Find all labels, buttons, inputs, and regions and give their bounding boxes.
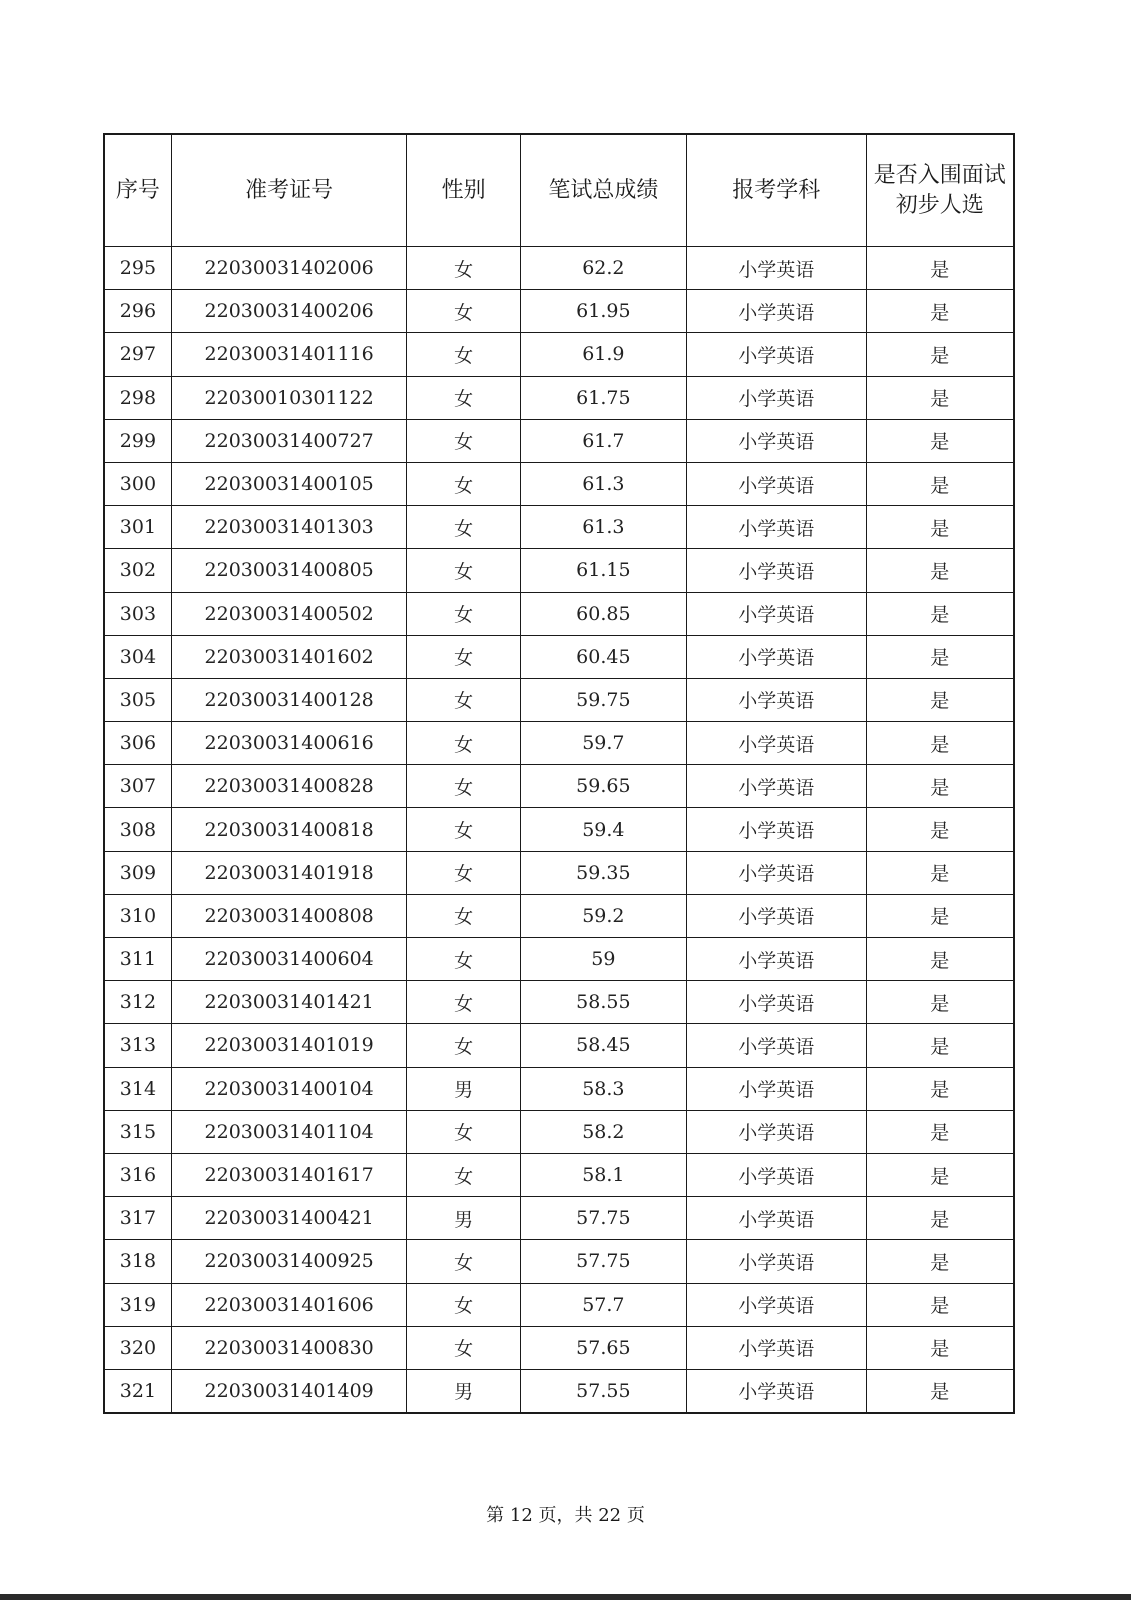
cell-gender: 男 bbox=[407, 1369, 520, 1413]
cell-shortlisted: 是 bbox=[866, 592, 1014, 635]
cell-index: 320 bbox=[104, 1326, 171, 1369]
cell-exam-number: 22030031400502 bbox=[171, 592, 407, 635]
cell-shortlisted: 是 bbox=[866, 981, 1014, 1024]
cell-index: 310 bbox=[104, 894, 171, 937]
cell-index: 300 bbox=[104, 462, 171, 505]
cell-written-score: 60.85 bbox=[520, 592, 686, 635]
cell-written-score: 57.75 bbox=[520, 1197, 686, 1240]
cell-shortlisted: 是 bbox=[866, 506, 1014, 549]
cell-index: 295 bbox=[104, 247, 171, 290]
cell-gender: 女 bbox=[407, 462, 520, 505]
cell-exam-number: 22030031400128 bbox=[171, 678, 407, 721]
cell-exam-number: 22030031401918 bbox=[171, 851, 407, 894]
table-row bbox=[104, 419, 1014, 462]
cell-written-score: 58.3 bbox=[520, 1067, 686, 1110]
cell-exam-number: 22030031401409 bbox=[171, 1369, 407, 1413]
cell-written-score: 61.15 bbox=[520, 549, 686, 592]
cell-exam-number: 22030031400105 bbox=[171, 462, 407, 505]
cell-shortlisted: 是 bbox=[866, 851, 1014, 894]
cell-gender: 女 bbox=[407, 419, 520, 462]
cell-subject: 小学英语 bbox=[687, 1283, 867, 1326]
cell-subject: 小学英语 bbox=[687, 376, 867, 419]
cell-exam-number: 22030031401421 bbox=[171, 981, 407, 1024]
table-row bbox=[104, 678, 1014, 721]
cell-subject: 小学英语 bbox=[687, 722, 867, 765]
cell-shortlisted: 是 bbox=[866, 1369, 1014, 1413]
header-subject: 报考学科 bbox=[687, 134, 867, 247]
cell-shortlisted: 是 bbox=[866, 678, 1014, 721]
table-row bbox=[104, 462, 1014, 505]
cell-written-score: 59.2 bbox=[520, 894, 686, 937]
cell-gender: 女 bbox=[407, 1240, 520, 1283]
cell-gender: 女 bbox=[407, 938, 520, 981]
table-header bbox=[104, 134, 1014, 247]
cell-subject: 小学英语 bbox=[687, 894, 867, 937]
cell-written-score: 59.75 bbox=[520, 678, 686, 721]
cell-written-score: 59.7 bbox=[520, 722, 686, 765]
table-row bbox=[104, 851, 1014, 894]
cell-exam-number: 22030031401602 bbox=[171, 635, 407, 678]
cell-gender: 女 bbox=[407, 722, 520, 765]
cell-exam-number: 22030031400727 bbox=[171, 419, 407, 462]
cell-index: 304 bbox=[104, 635, 171, 678]
header-gender: 性别 bbox=[407, 134, 520, 247]
cell-gender: 女 bbox=[407, 333, 520, 376]
cell-shortlisted: 是 bbox=[866, 549, 1014, 592]
cell-index: 312 bbox=[104, 981, 171, 1024]
cell-exam-number: 22030031400925 bbox=[171, 1240, 407, 1283]
cell-exam-number: 22030031400830 bbox=[171, 1326, 407, 1369]
cell-shortlisted: 是 bbox=[866, 247, 1014, 290]
cell-subject: 小学英语 bbox=[687, 1067, 867, 1110]
cell-subject: 小学英语 bbox=[687, 635, 867, 678]
scan-edge bbox=[0, 1594, 1131, 1600]
cell-gender: 女 bbox=[407, 1024, 520, 1067]
cell-exam-number: 22030031400805 bbox=[171, 549, 407, 592]
cell-exam-number: 22030031400828 bbox=[171, 765, 407, 808]
cell-subject: 小学英语 bbox=[687, 333, 867, 376]
cell-written-score: 61.9 bbox=[520, 333, 686, 376]
cell-exam-number: 22030010301122 bbox=[171, 376, 407, 419]
cell-index: 314 bbox=[104, 1067, 171, 1110]
cell-index: 305 bbox=[104, 678, 171, 721]
cell-subject: 小学英语 bbox=[687, 1153, 867, 1196]
cell-subject: 小学英语 bbox=[687, 1197, 867, 1240]
cell-shortlisted: 是 bbox=[866, 1240, 1014, 1283]
cell-written-score: 59.65 bbox=[520, 765, 686, 808]
cell-subject: 小学英语 bbox=[687, 1110, 867, 1153]
cell-index: 316 bbox=[104, 1153, 171, 1196]
cell-subject: 小学英语 bbox=[687, 981, 867, 1024]
cell-gender: 女 bbox=[407, 549, 520, 592]
table-row bbox=[104, 333, 1014, 376]
table-row bbox=[104, 1197, 1014, 1240]
cell-subject: 小学英语 bbox=[687, 419, 867, 462]
cell-gender: 女 bbox=[407, 1326, 520, 1369]
cell-exam-number: 22030031401116 bbox=[171, 333, 407, 376]
cell-subject: 小学英语 bbox=[687, 462, 867, 505]
cell-written-score: 60.45 bbox=[520, 635, 686, 678]
table-row bbox=[104, 1326, 1014, 1369]
cell-subject: 小学英语 bbox=[687, 1024, 867, 1067]
cell-index: 321 bbox=[104, 1369, 171, 1413]
cell-subject: 小学英语 bbox=[687, 1240, 867, 1283]
cell-gender: 女 bbox=[407, 1110, 520, 1153]
cell-gender: 男 bbox=[407, 1197, 520, 1240]
cell-index: 315 bbox=[104, 1110, 171, 1153]
cell-exam-number: 22030031401104 bbox=[171, 1110, 407, 1153]
cell-index: 309 bbox=[104, 851, 171, 894]
table-body bbox=[104, 247, 1014, 1414]
cell-exam-number: 22030031400421 bbox=[171, 1197, 407, 1240]
cell-shortlisted: 是 bbox=[866, 635, 1014, 678]
header-shortlisted: 是否入围面试初步人选 bbox=[866, 134, 1014, 247]
cell-written-score: 57.65 bbox=[520, 1326, 686, 1369]
table-row bbox=[104, 894, 1014, 937]
header-exam-number: 准考证号 bbox=[171, 134, 407, 247]
table-row bbox=[104, 808, 1014, 851]
cell-index: 308 bbox=[104, 808, 171, 851]
cell-shortlisted: 是 bbox=[866, 938, 1014, 981]
cell-shortlisted: 是 bbox=[866, 376, 1014, 419]
cell-subject: 小学英语 bbox=[687, 851, 867, 894]
cell-written-score: 58.2 bbox=[520, 1110, 686, 1153]
cell-exam-number: 22030031400616 bbox=[171, 722, 407, 765]
table-row bbox=[104, 506, 1014, 549]
cell-shortlisted: 是 bbox=[866, 1283, 1014, 1326]
cell-shortlisted: 是 bbox=[866, 808, 1014, 851]
cell-written-score: 59.35 bbox=[520, 851, 686, 894]
cell-gender: 女 bbox=[407, 376, 520, 419]
cell-gender: 男 bbox=[407, 1067, 520, 1110]
cell-index: 306 bbox=[104, 722, 171, 765]
cell-index: 302 bbox=[104, 549, 171, 592]
cell-shortlisted: 是 bbox=[866, 1024, 1014, 1067]
cell-index: 311 bbox=[104, 938, 171, 981]
cell-subject: 小学英语 bbox=[687, 1326, 867, 1369]
cell-written-score: 59 bbox=[520, 938, 686, 981]
cell-shortlisted: 是 bbox=[866, 765, 1014, 808]
cell-gender: 女 bbox=[407, 635, 520, 678]
table-row bbox=[104, 1283, 1014, 1326]
cell-gender: 女 bbox=[407, 678, 520, 721]
cell-shortlisted: 是 bbox=[866, 1110, 1014, 1153]
cell-exam-number: 22030031400818 bbox=[171, 808, 407, 851]
cell-exam-number: 22030031401606 bbox=[171, 1283, 407, 1326]
cell-exam-number: 22030031401617 bbox=[171, 1153, 407, 1196]
cell-index: 319 bbox=[104, 1283, 171, 1326]
cell-written-score: 61.3 bbox=[520, 506, 686, 549]
cell-shortlisted: 是 bbox=[866, 1197, 1014, 1240]
cell-shortlisted: 是 bbox=[866, 1326, 1014, 1369]
page-number: 第 12 页，共 22 页 bbox=[486, 1505, 645, 1526]
header-index: 序号 bbox=[104, 134, 171, 247]
table-row bbox=[104, 765, 1014, 808]
cell-subject: 小学英语 bbox=[687, 549, 867, 592]
cell-shortlisted: 是 bbox=[866, 462, 1014, 505]
table-row bbox=[104, 722, 1014, 765]
table-row bbox=[104, 290, 1014, 333]
cell-subject: 小学英语 bbox=[687, 938, 867, 981]
results-table bbox=[103, 133, 1015, 1414]
cell-subject: 小学英语 bbox=[687, 290, 867, 333]
cell-written-score: 61.7 bbox=[520, 419, 686, 462]
table-row bbox=[104, 635, 1014, 678]
cell-written-score: 58.1 bbox=[520, 1153, 686, 1196]
cell-subject: 小学英语 bbox=[687, 765, 867, 808]
cell-written-score: 61.3 bbox=[520, 462, 686, 505]
cell-subject: 小学英语 bbox=[687, 678, 867, 721]
cell-index: 317 bbox=[104, 1197, 171, 1240]
table-row bbox=[104, 938, 1014, 981]
cell-gender: 女 bbox=[407, 506, 520, 549]
cell-index: 303 bbox=[104, 592, 171, 635]
cell-exam-number: 22030031400104 bbox=[171, 1067, 407, 1110]
cell-index: 318 bbox=[104, 1240, 171, 1283]
cell-subject: 小学英语 bbox=[687, 1369, 867, 1413]
cell-exam-number: 22030031401303 bbox=[171, 506, 407, 549]
table-row bbox=[104, 981, 1014, 1024]
table-row bbox=[104, 1067, 1014, 1110]
cell-shortlisted: 是 bbox=[866, 722, 1014, 765]
cell-exam-number: 22030031400604 bbox=[171, 938, 407, 981]
cell-index: 307 bbox=[104, 765, 171, 808]
cell-written-score: 58.55 bbox=[520, 981, 686, 1024]
table-row bbox=[104, 1110, 1014, 1153]
table-row bbox=[104, 549, 1014, 592]
cell-gender: 女 bbox=[407, 765, 520, 808]
cell-index: 313 bbox=[104, 1024, 171, 1067]
cell-gender: 女 bbox=[407, 894, 520, 937]
cell-shortlisted: 是 bbox=[866, 1067, 1014, 1110]
cell-written-score: 57.7 bbox=[520, 1283, 686, 1326]
cell-exam-number: 22030031400206 bbox=[171, 290, 407, 333]
cell-shortlisted: 是 bbox=[866, 290, 1014, 333]
cell-gender: 女 bbox=[407, 290, 520, 333]
cell-subject: 小学英语 bbox=[687, 247, 867, 290]
cell-written-score: 57.55 bbox=[520, 1369, 686, 1413]
table-row bbox=[104, 1153, 1014, 1196]
cell-shortlisted: 是 bbox=[866, 419, 1014, 462]
cell-subject: 小学英语 bbox=[687, 808, 867, 851]
cell-gender: 女 bbox=[407, 247, 520, 290]
table-row bbox=[104, 1024, 1014, 1067]
table-row bbox=[104, 1240, 1014, 1283]
cell-gender: 女 bbox=[407, 592, 520, 635]
cell-written-score: 61.75 bbox=[520, 376, 686, 419]
table-row bbox=[104, 592, 1014, 635]
cell-written-score: 58.45 bbox=[520, 1024, 686, 1067]
cell-index: 299 bbox=[104, 419, 171, 462]
cell-shortlisted: 是 bbox=[866, 333, 1014, 376]
header-row bbox=[104, 134, 1014, 247]
cell-gender: 女 bbox=[407, 981, 520, 1024]
cell-exam-number: 22030031400808 bbox=[171, 894, 407, 937]
table-row bbox=[104, 376, 1014, 419]
cell-written-score: 61.95 bbox=[520, 290, 686, 333]
cell-shortlisted: 是 bbox=[866, 894, 1014, 937]
cell-exam-number: 22030031401019 bbox=[171, 1024, 407, 1067]
cell-subject: 小学英语 bbox=[687, 506, 867, 549]
cell-index: 301 bbox=[104, 506, 171, 549]
cell-written-score: 59.4 bbox=[520, 808, 686, 851]
cell-shortlisted: 是 bbox=[866, 1153, 1014, 1196]
cell-written-score: 62.2 bbox=[520, 247, 686, 290]
cell-gender: 女 bbox=[407, 1153, 520, 1196]
header-written-score: 笔试总成绩 bbox=[520, 134, 686, 247]
cell-gender: 女 bbox=[407, 1283, 520, 1326]
cell-index: 296 bbox=[104, 290, 171, 333]
table-row bbox=[104, 1369, 1014, 1413]
table-row bbox=[104, 247, 1014, 290]
cell-gender: 女 bbox=[407, 808, 520, 851]
cell-subject: 小学英语 bbox=[687, 592, 867, 635]
cell-exam-number: 22030031402006 bbox=[171, 247, 407, 290]
cell-written-score: 57.75 bbox=[520, 1240, 686, 1283]
cell-index: 298 bbox=[104, 376, 171, 419]
cell-index: 297 bbox=[104, 333, 171, 376]
cell-gender: 女 bbox=[407, 851, 520, 894]
